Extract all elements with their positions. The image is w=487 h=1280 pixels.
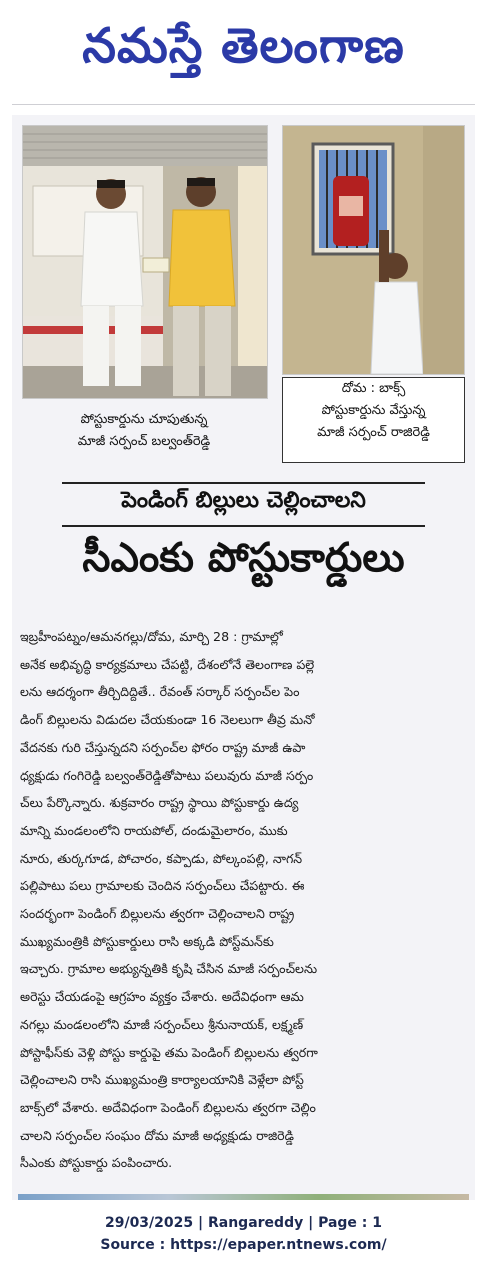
photo2-caption: [282, 377, 465, 463]
body-line: అరెస్టు చేయడంపై ఆగ్రహం వ్యక్తం చేశారు. అదేవిధంగా ఆమ: [20, 989, 304, 1005]
body-line: పల్లిపాటు పలు గ్రామాలకు చెందిన సర్పంచ్‌లు చేపట్టారు. ఈ: [20, 878, 305, 894]
photo2-caption-line: దోమ : బాక్స్: [341, 381, 406, 396]
photo1-caption-line: మాజీ సర్పంచ్ బల్వంత్‌రెడ్డి: [77, 434, 211, 449]
body-line: మాన్ని మండలంలోని రాయపోల్, దండుమైలారం, ముకు: [20, 822, 288, 838]
photo1-caption-line: పోస్టుకార్డును చూపుతున్న: [80, 412, 208, 427]
body-line: చ్‌లు పేర్కొన్నారు. శుక్రవారం రాష్ట్ర స్థాయి పోస్టుకార్డు ఉద్య: [20, 795, 299, 811]
photo2-caption-line: పోస్టుకార్డును వేస్తున్న: [321, 403, 426, 418]
masthead-divider: [12, 104, 475, 105]
body-line: ధ్యక్షుడు గంగిరెడ్డి బల్వంత్‌రెడ్డితోపాటు పలువురు మాజీ సర్పం: [20, 767, 314, 783]
article-headline: సీఎంకు పోస్టుకార్డులు: [82, 535, 405, 581]
news-clipping: [12, 115, 475, 1200]
body-line: లను ఆదర్శంగా తీర్చిదిద్దితే.. రేవంత్ సర్కార్ సర్పంచ్‌ల పెం: [20, 684, 300, 700]
body-line: నగల్లు మండలంలోని మాజీ సర్పంచ్‌లు శ్రీనునాయక్, లక్ష్మణ్: [20, 1016, 304, 1032]
kicker-bottom-rule: [62, 525, 425, 527]
body-line: ముఖ్యమంత్రికి పోస్టుకార్డులు రాసి అక్కడి పోస్ట్‌మన్‌కు: [20, 933, 274, 949]
body-line: సందర్భంగా పెండింగ్ బిల్లులను త్వరగా చెల్లించాలని రాష్ట్ర: [20, 906, 295, 922]
photo2-caption-line: మాజీ సర్పంచ్ రాజిరెడ్డి: [317, 425, 430, 440]
masthead: [0, 0, 487, 104]
photo-postcard-handover: [22, 125, 268, 399]
newspaper-logo-title: నమస్తే తెలంగాణ: [82, 18, 405, 74]
body-line: చెల్లించాలని రాసి ముఖ్యమంత్రి కార్యాలయానికి వెళ్లేలా పోస్ట్: [20, 1072, 304, 1088]
next-article-photo-strip: [18, 1194, 469, 1200]
body-line: డింగ్ బిల్లులను విడుదల చేయకుండా 16 నెలలుగా తీవ్ర మనో: [20, 712, 315, 728]
body-line: వేదనకు గురి చేస్తున్నదని సర్పంచ్‌ల ఫోరం రాష్ట్ర మాజీ ఉపా: [20, 739, 306, 755]
body-line: నూరు, తుర్కగూడ, పోచారం, కప్పాడు, పోల్కంపల్లి, నాగన్: [20, 850, 303, 866]
body-line: పోస్టాఫీస్‌కు వెళ్లి పోస్టు కార్డుపై తమ పెండింగ్ బిల్లులను త్వరగా: [20, 1044, 318, 1060]
body-line: ఇచ్చారు. గ్రామాల అభ్యున్నతికి కృషి చేసిన మాజీ సర్పంచ్‌లను: [20, 961, 318, 977]
body-line: సీఎంకు పోస్టుకార్డు పంపించారు.: [20, 1155, 173, 1171]
photo-postbox: [282, 125, 465, 375]
kicker-top-rule: [62, 482, 425, 484]
footer-date-edition: 29/03/2025 | Rangareddy | Page : 1: [104, 1215, 383, 1231]
footer-source-link[interactable]: Source : https://epaper.ntnews.com/: [100, 1237, 387, 1253]
article-kicker: పెండింగ్ బిల్లులు చెల్లించాలని: [121, 488, 366, 513]
photo1-caption: [24, 409, 264, 465]
article-body: [20, 623, 468, 1177]
body-line: అనేక అభివృద్ధి కార్యక్రమాలు చేపట్టి, దేశంలోనే తెలంగాణ పల్లె: [20, 656, 315, 672]
page-footer: [0, 1212, 487, 1256]
body-line: చాలని సర్పంచ్‌ల సంఘం దోమ మాజీ అధ్యక్షుడు రాజిరెడ్డి: [20, 1127, 294, 1143]
body-line: ఇబ్రహీంపట్నం/ఆమనగల్లు/దోమ, మార్చి 28 : గ్రామాల్లో: [20, 629, 283, 644]
body-line: బాక్స్‌లో వేశారు. అదేవిధంగా పెండింగ్ బిల్లులను త్వరగా చెల్లిం: [20, 1099, 316, 1115]
